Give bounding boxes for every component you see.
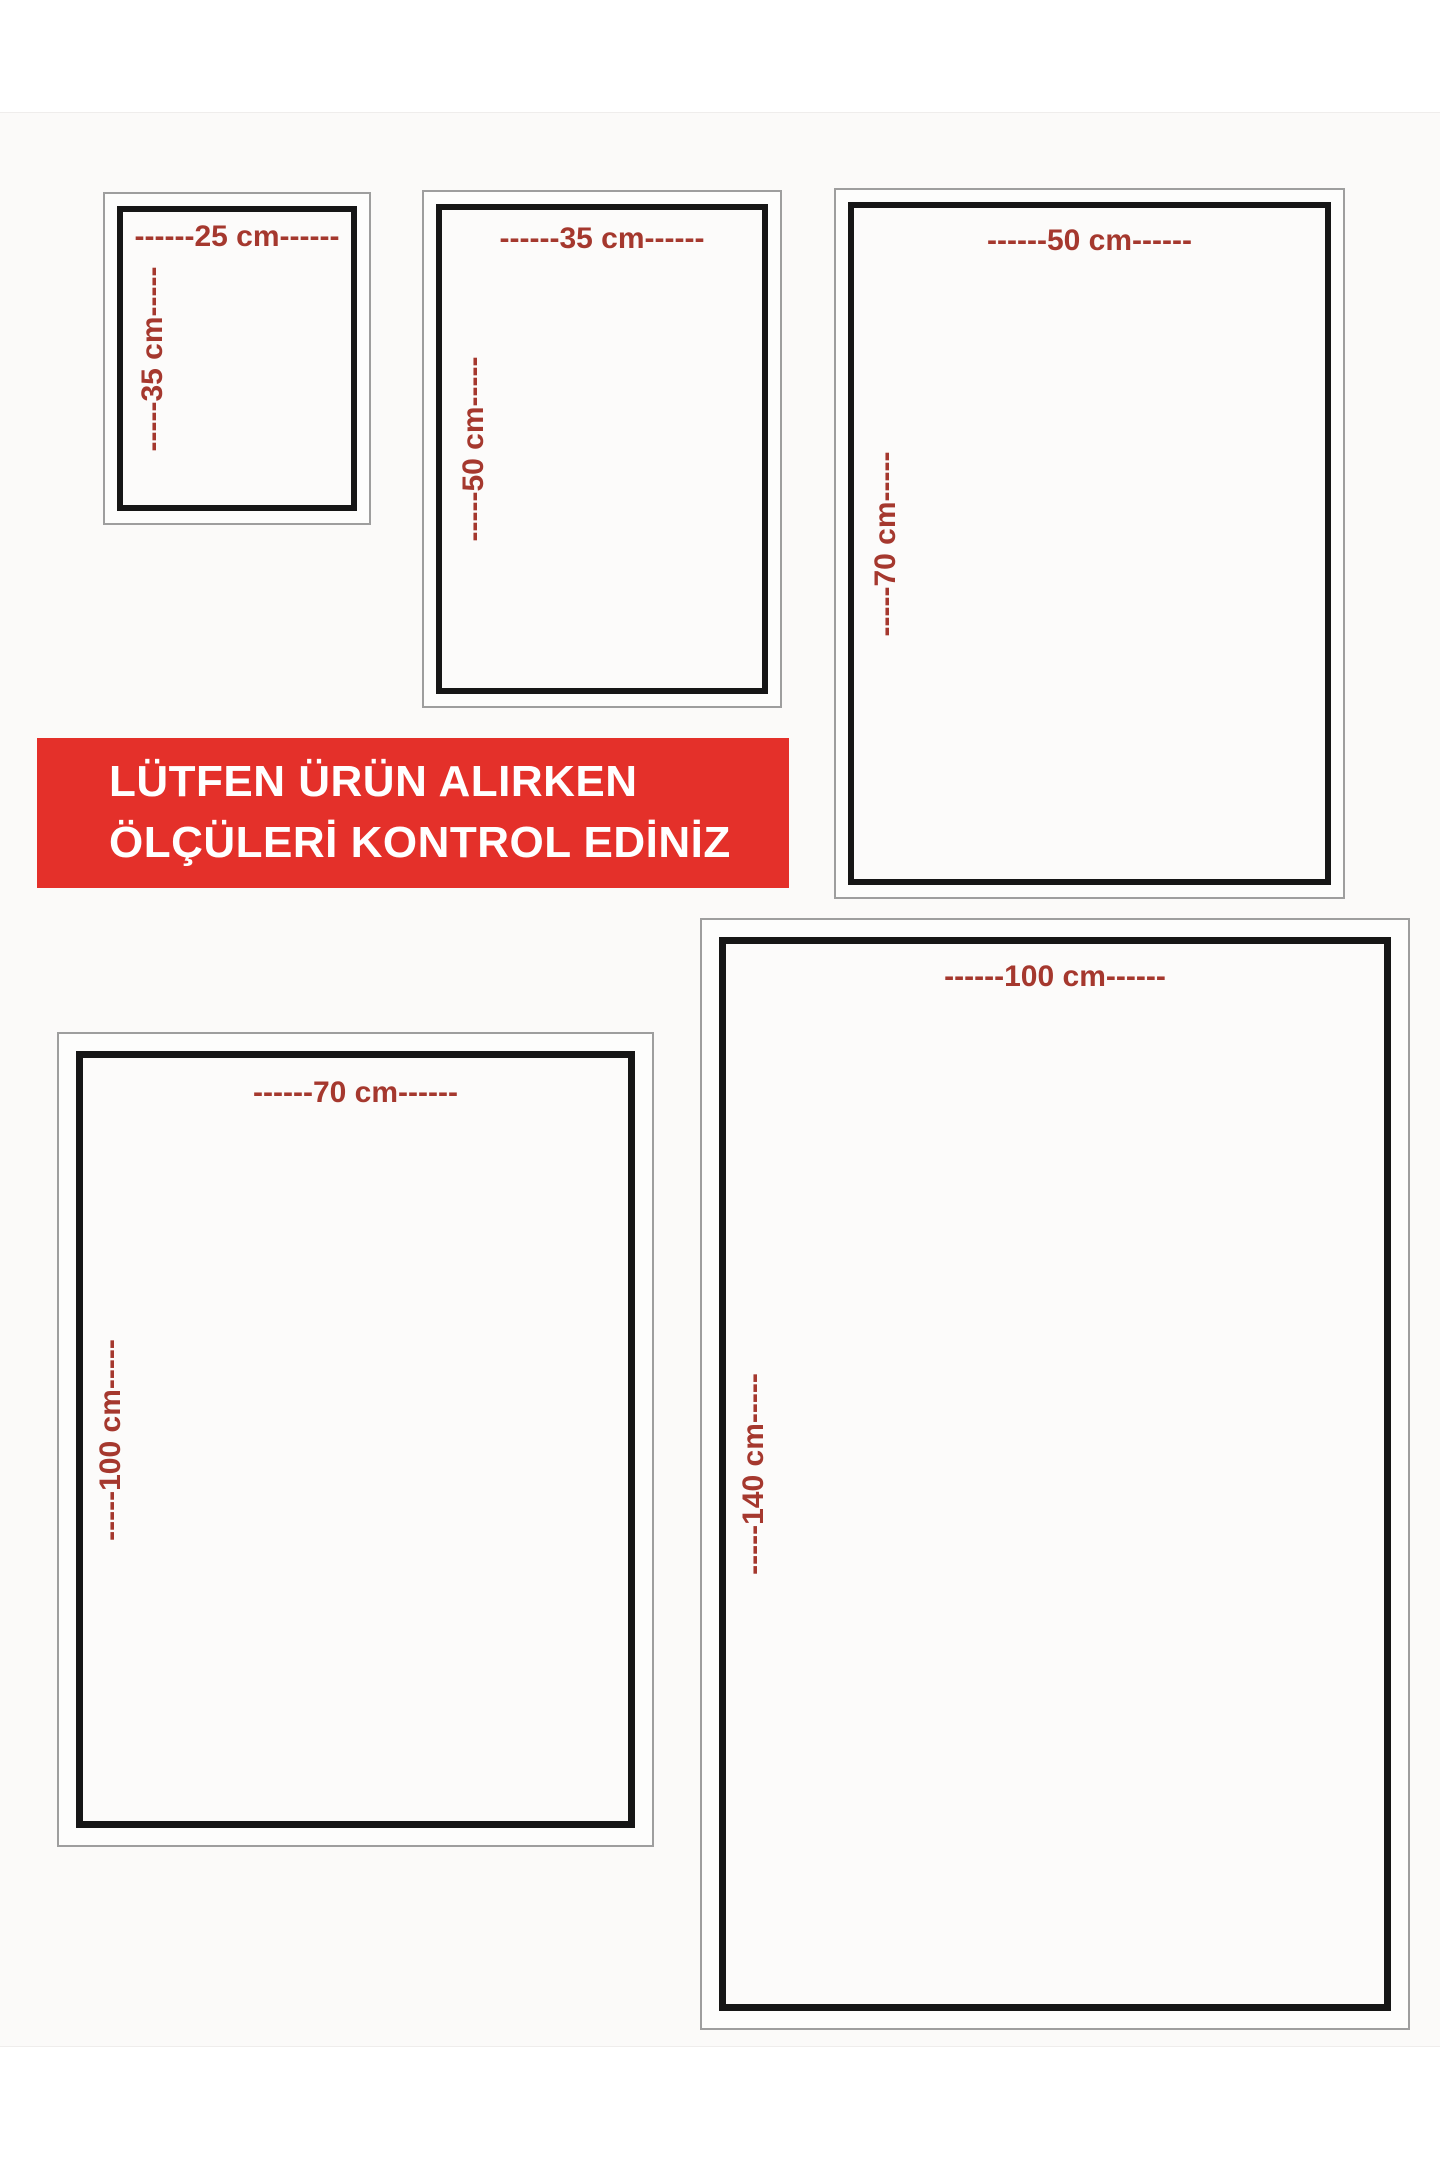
height-label: -----50 cm----- (457, 356, 490, 542)
size-box-inner (436, 204, 768, 694)
width-label: ------50 cm------ (987, 224, 1192, 257)
height-label: -----100 cm----- (94, 1338, 127, 1541)
size-box-50x70 (834, 188, 1345, 899)
size-box-35x50 (422, 190, 782, 708)
warning-line-2: ÖLÇÜLERİ KONTROL EDİNİZ (109, 818, 731, 867)
width-label: ------100 cm------ (944, 960, 1166, 993)
size-box-25x35 (103, 192, 371, 525)
height-label: -----70 cm----- (869, 451, 902, 636)
width-label: ------35 cm------ (499, 222, 705, 255)
height-label: -----35 cm----- (136, 266, 169, 451)
size-box-inner (117, 206, 357, 511)
width-label: ------25 cm------ (134, 220, 340, 253)
size-box-100x140 (700, 918, 1410, 2030)
height-label: -----140 cm----- (737, 1373, 770, 1575)
warning-line-1: LÜTFEN ÜRÜN ALIRKEN (109, 757, 638, 807)
size-box-inner (76, 1051, 635, 1828)
size-box-inner (719, 937, 1391, 2011)
warning-banner (37, 738, 789, 888)
size-box-70x100 (57, 1032, 654, 1847)
size-box-inner (848, 202, 1331, 885)
width-label: ------70 cm------ (253, 1076, 458, 1109)
